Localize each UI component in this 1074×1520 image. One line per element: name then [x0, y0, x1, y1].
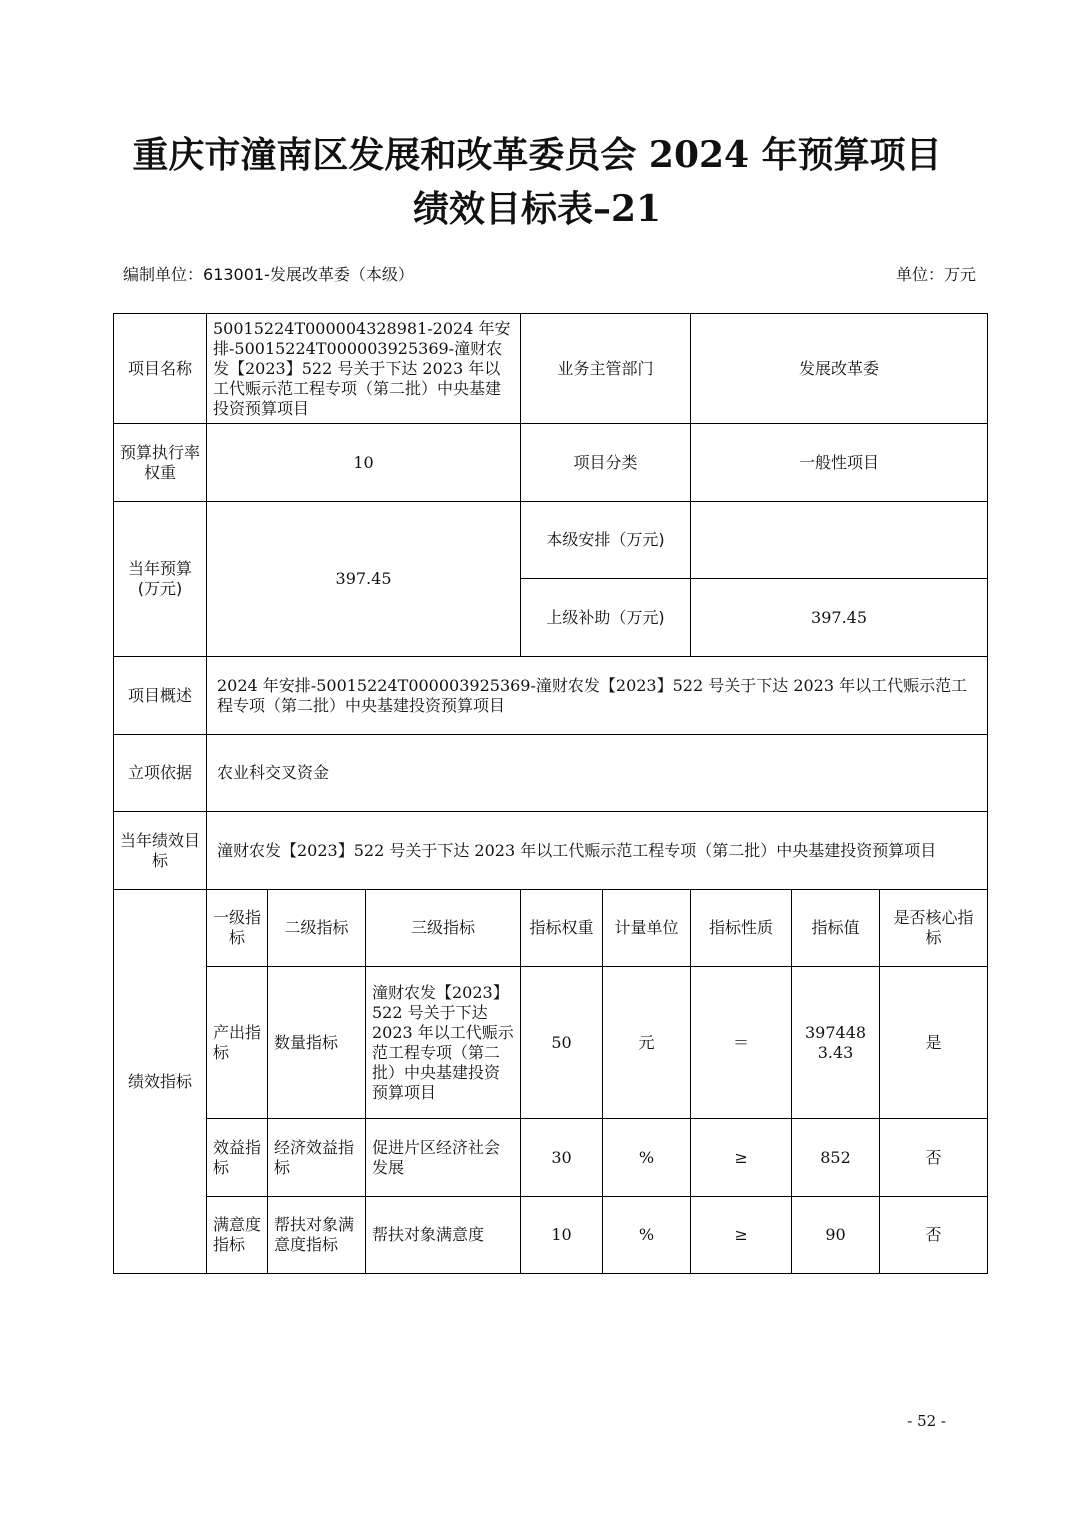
budget-label: 当年预算(万元) — [114, 502, 207, 657]
basis-value: 农业科交叉资金 — [207, 735, 988, 812]
budget-value: 397.45 — [207, 502, 521, 657]
category-label: 项目分类 — [521, 424, 691, 502]
indicator-value: 3974483.43 — [792, 967, 880, 1119]
exec-weight-value: 10 — [207, 424, 521, 502]
upper-subsidy-label: 上级补助（万元) — [521, 579, 691, 657]
indicator-nature: ≥ — [691, 1119, 792, 1197]
indicator-row — [114, 1197, 988, 1274]
project-name-label: 项目名称 — [114, 314, 207, 424]
dept-value: 发展改革委 — [691, 314, 988, 424]
col-header-l3: 三级指标 — [366, 890, 521, 967]
exec-weight-label: 预算执行率权重 — [114, 424, 207, 502]
project-name-value: 50015224T000004328981-2024 年安排-50015224T000003925369-潼财农发【2023】522 号关于下达 2023 年以工代赈示范工程专项（第二批）中央基建投资预算项目 — [207, 314, 521, 424]
indicator-weight: 10 — [521, 1197, 603, 1274]
title-line-2: 绩效目标表–21 — [412, 188, 662, 230]
col-header-l2: 二级指标 — [268, 890, 366, 967]
local-arrangement-value — [691, 502, 988, 579]
page-title — [0, 128, 1074, 236]
indicator-row — [114, 1119, 988, 1197]
col-header-nature: 指标性质 — [691, 890, 792, 967]
indicator-l1: 满意度指标 — [207, 1197, 268, 1274]
currency-unit: 单位：万元 — [895, 265, 976, 284]
indicator-l3: 帮扶对象满意度 — [366, 1197, 521, 1274]
indicator-value: 90 — [792, 1197, 880, 1274]
indicator-core: 是 — [880, 967, 988, 1119]
indicator-l1: 效益指标 — [207, 1119, 268, 1197]
col-header-core: 是否核心指标 — [880, 890, 988, 967]
dept-label: 业务主管部门 — [521, 314, 691, 424]
category-value: 一般性项目 — [691, 424, 988, 502]
overview-value: 2024 年安排-50015224T000003925369-潼财农发【2023】522 号关于下达 2023 年以工代赈示范工程专项（第二批）中央基建投资预算项目 — [207, 657, 988, 735]
indicator-row — [114, 967, 988, 1119]
title-line-1: 重庆市潼南区发展和改革委员会 2024 年预算项目 — [132, 134, 942, 176]
upper-subsidy-value: 397.45 — [691, 579, 988, 657]
compiling-unit — [123, 262, 414, 285]
indicator-core: 否 — [880, 1119, 988, 1197]
indicator-nature: ＝ — [691, 967, 792, 1119]
col-header-weight: 指标权重 — [521, 890, 603, 967]
indicator-weight: 50 — [521, 967, 603, 1119]
indicator-l2: 帮扶对象满意度指标 — [268, 1197, 366, 1274]
indicator-unit: % — [603, 1119, 691, 1197]
indicator-l2: 数量指标 — [268, 967, 366, 1119]
performance-table — [113, 313, 988, 1274]
indicators-label: 绩效指标 — [114, 890, 207, 1274]
overview-label: 项目概述 — [114, 657, 207, 735]
indicator-value: 852 — [792, 1119, 880, 1197]
col-header-value: 指标值 — [792, 890, 880, 967]
indicator-l3: 潼财农发【2023】522 号关于下达 2023 年以工代赈示范工程专项（第二批）中央基建投资预算项目 — [366, 967, 521, 1119]
col-header-l1: 一级指标 — [207, 890, 268, 967]
goal-label: 当年绩效目标 — [114, 812, 207, 890]
indicator-l3: 促进片区经济社会发展 — [366, 1119, 521, 1197]
indicator-unit: % — [603, 1197, 691, 1274]
compiling-unit-value: 613001-发展改革委（本级） — [203, 265, 414, 284]
indicator-l1: 产出指标 — [207, 967, 268, 1119]
page-number: - 52 - — [907, 1412, 946, 1430]
indicator-weight: 30 — [521, 1119, 603, 1197]
indicator-nature: ≥ — [691, 1197, 792, 1274]
indicator-core: 否 — [880, 1197, 988, 1274]
indicator-l2: 经济效益指标 — [268, 1119, 366, 1197]
indicator-unit: 元 — [603, 967, 691, 1119]
compiling-unit-label: 编制单位： — [123, 265, 204, 284]
basis-label: 立项依据 — [114, 735, 207, 812]
goal-value: 潼财农发【2023】522 号关于下达 2023 年以工代赈示范工程专项（第二批）中央基建投资预算项目 — [207, 812, 988, 890]
col-header-unit: 计量单位 — [603, 890, 691, 967]
local-arrangement-label: 本级安排（万元) — [521, 502, 691, 579]
